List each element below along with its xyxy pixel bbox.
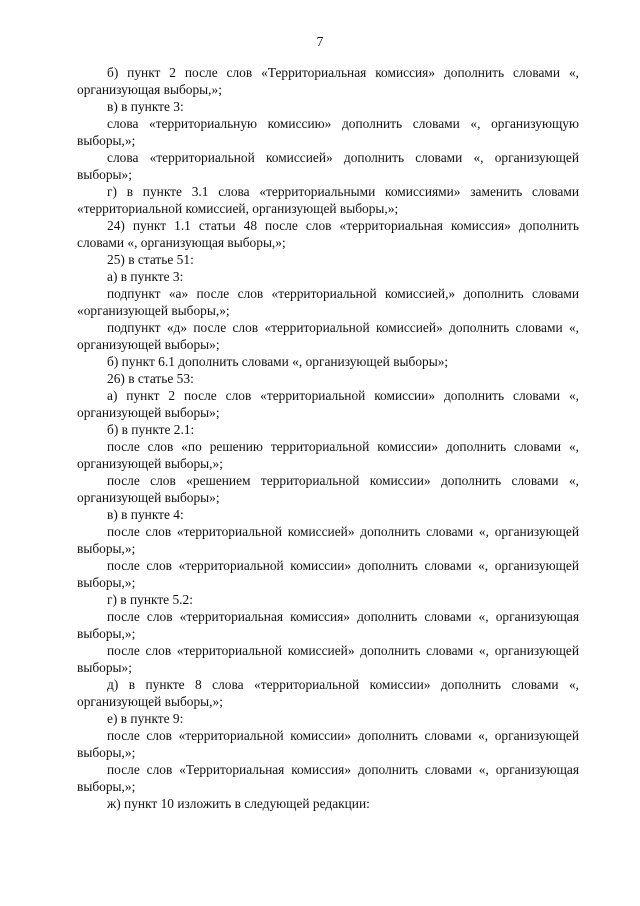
paragraph: ж) пункт 10 изложить в следующей редакции: — [107, 796, 370, 811]
paragraph: после слов «территориальной комиссией» дополнить словами «, организующей выборы,»; — [77, 524, 579, 556]
paragraph: б) в пункте 2.1: — [107, 422, 195, 437]
paragraph: г) в пункте 3.1 слова «территориальными комиссиями» заменить словами «территориальной комиссией, организующей выборы,»; — [77, 184, 579, 216]
paragraph: после слов «территориальная комиссия» дополнить словами «, организующая выборы,»; — [77, 609, 579, 641]
paragraph: а) в пункте 3: — [107, 269, 184, 284]
paragraph: после слов «территориальной комиссии» дополнить словами «, организующей выборы,»; — [77, 728, 579, 760]
paragraph: слова «территориальную комиссию» дополнить словами «, организующую выборы,»; — [77, 116, 579, 148]
paragraph: после слов «по решению территориальной комиссии» дополнить словами «, организующей выборы,»; — [77, 439, 579, 471]
paragraph: слова «территориальной комиссией» дополнить словами «, организующей выборы»; — [77, 150, 579, 182]
paragraph: подпункт «а» после слов «территориальной комиссией,» дополнить словами «организующей выборы,»; — [77, 286, 579, 318]
paragraph: б) пункт 2 после слов «Территориальная комиссия» дополнить словами «, организующая выборы,»; — [77, 65, 579, 97]
paragraph: после слов «решением территориальной комиссии» дополнить словами «, организующей выборы»; — [77, 473, 579, 505]
paragraph: д) в пункте 8 слова «территориальной комиссии» дополнить словами «, организующей выборы,»; — [77, 677, 579, 709]
paragraph: подпункт «д» после слов «территориальной комиссией» дополнить словами «, организующей выборы»; — [77, 320, 579, 352]
paragraph: после слов «территориальной комиссией» дополнить словами «, организующей выборы»; — [77, 643, 579, 675]
paragraph: в) в пункте 3: — [107, 99, 184, 114]
paragraph: 24) пункт 1.1 статьи 48 после слов «территориальная комиссия» дополнить словами «, организующая выборы,»; — [77, 218, 579, 250]
paragraph: б) пункт 6.1 дополнить словами «, организующей выборы»; — [107, 354, 449, 369]
page-number: 7 — [316, 34, 324, 49]
paragraph: 25) в статье 51: — [107, 252, 194, 267]
paragraph: в) в пункте 4: — [107, 507, 184, 522]
paragraph: а) пункт 2 после слов «территориальной комиссии» дополнить словами «, организующей выборы»; — [77, 388, 579, 420]
paragraph: после слов «Территориальная комиссия» дополнить словами «, организующая выборы,»; — [77, 762, 579, 794]
paragraph: г) в пункте 5.2: — [107, 592, 193, 607]
paragraph: е) в пункте 9: — [107, 711, 184, 726]
document-body — [77, 64, 579, 812]
paragraph: после слов «территориальной комиссии» дополнить словами «, организующей выборы,»; — [77, 558, 579, 590]
paragraph: 26) в статье 53: — [107, 371, 194, 386]
